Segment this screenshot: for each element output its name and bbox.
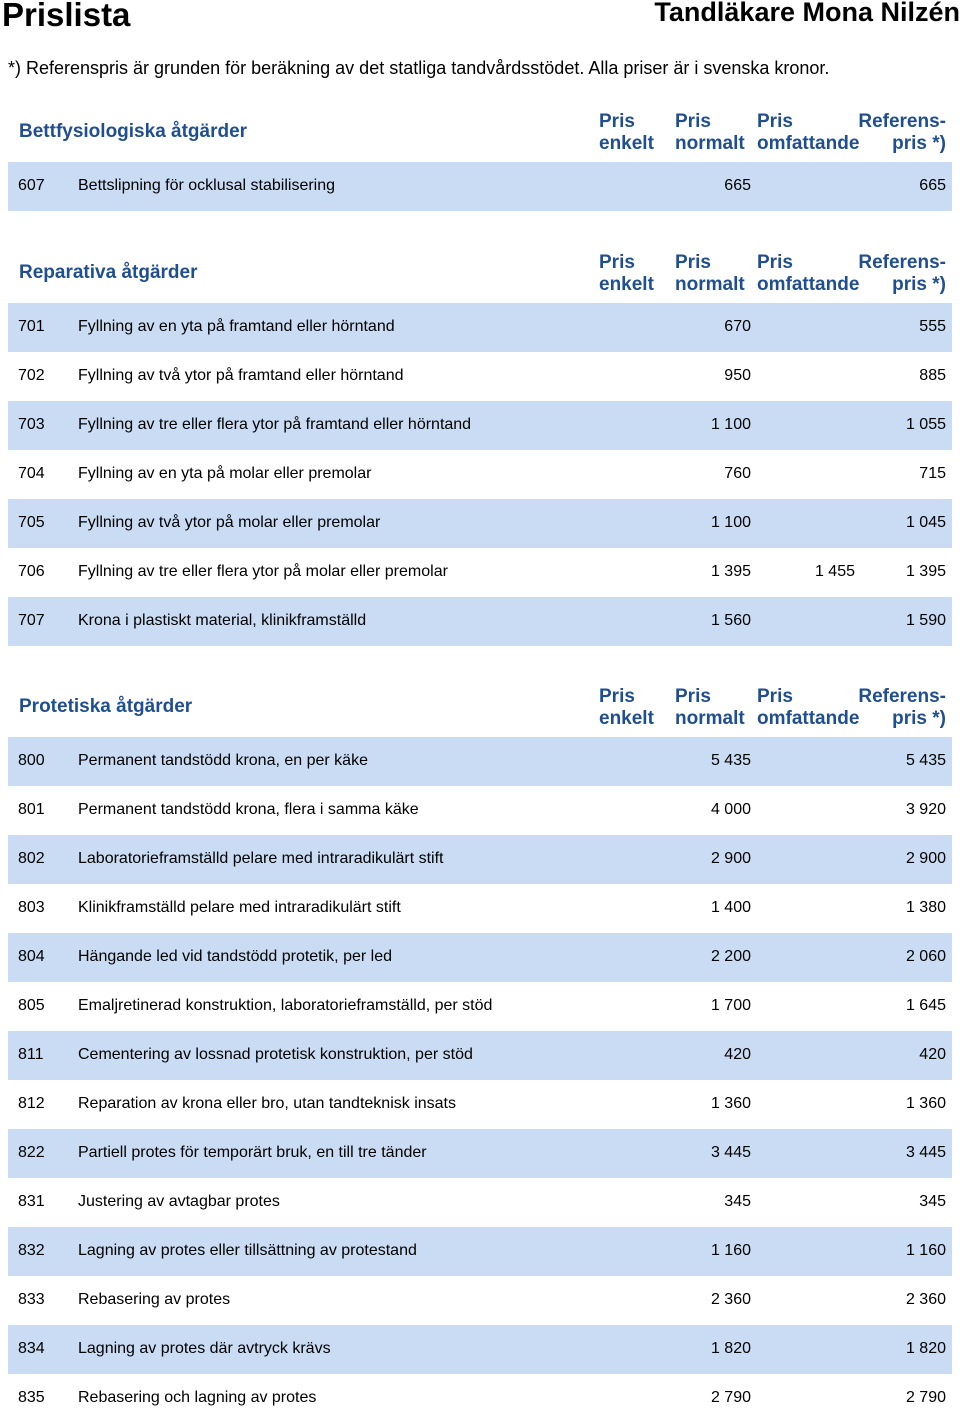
price-row: [8, 597, 952, 646]
col-header-line: pris *): [892, 708, 946, 729]
col-header-line: pris *): [892, 274, 946, 295]
reference-price: 885: [919, 367, 946, 384]
price-row: [8, 303, 952, 352]
price-normalt: 1 100: [710, 514, 751, 531]
section-title: Reparativa åtgärder: [19, 262, 198, 283]
treatment-description: Klinikframställd pelare med intraradikulärt stift: [78, 899, 401, 916]
col-header-pris-omfattande: [757, 686, 859, 730]
col-header-referenspris: [858, 252, 946, 296]
section-header: [8, 252, 952, 303]
page-header: [0, 0, 960, 40]
reference-price: 345: [919, 1193, 946, 1210]
price-normalt: 1 560: [710, 612, 751, 629]
col-header-line: Pris: [757, 252, 793, 273]
treatment-code: 831: [18, 1193, 45, 1210]
treatment-code: 811: [18, 1046, 44, 1063]
reference-price: 2 900: [905, 850, 946, 867]
col-header-pris-enkelt: [599, 686, 654, 730]
section-header: [8, 111, 952, 162]
reference-price: 2 790: [905, 1389, 946, 1406]
price-row: [8, 786, 952, 835]
col-header-line: enkelt: [599, 274, 654, 295]
treatment-description: Permanent tandstödd krona, flera i samma käke: [78, 801, 419, 818]
col-header-pris-omfattande: [757, 111, 859, 155]
col-header-line: Pris: [599, 111, 635, 132]
price-row: [8, 499, 952, 548]
reference-price: 665: [919, 177, 946, 194]
treatment-description: Fyllning av en yta på framtand eller hörntand: [78, 318, 395, 335]
treatment-description: Rebasering av protes: [78, 1291, 231, 1308]
col-header-line: omfattande: [757, 708, 860, 729]
price-row: [8, 1325, 952, 1374]
price-omfattande: 1 455: [814, 563, 855, 580]
price-row: [8, 933, 952, 982]
treatment-code: 706: [18, 563, 45, 580]
col-header-pris-omfattande: [757, 252, 859, 296]
price-normalt: 2 360: [710, 1291, 751, 1308]
price-normalt: 5 435: [710, 752, 751, 769]
treatment-code: 802: [18, 850, 45, 867]
treatment-description: Fyllning av två ytor på framtand eller hörntand: [78, 367, 404, 384]
treatment-code: 801: [18, 801, 45, 818]
price-normalt: 420: [724, 1046, 751, 1063]
reference-price: 1 590: [905, 612, 946, 629]
treatment-code: 834: [18, 1340, 45, 1357]
col-header-line: omfattande: [757, 274, 860, 295]
treatment-code: 832: [18, 1242, 45, 1259]
price-row: [8, 1031, 952, 1080]
price-row: [8, 1129, 952, 1178]
reference-price: 1 395: [905, 563, 946, 580]
price-section: [8, 252, 952, 646]
price-normalt: 1 820: [710, 1340, 751, 1357]
treatment-code: 704: [18, 465, 45, 482]
treatment-code: 835: [18, 1389, 45, 1406]
reference-price: 1 380: [905, 899, 946, 916]
treatment-description: Laboratorieframställd pelare med intraradikulärt stift: [78, 850, 444, 867]
price-normalt: 2 790: [710, 1389, 751, 1406]
treatment-code: 607: [18, 177, 45, 194]
price-normalt: 950: [724, 367, 751, 384]
treatment-description: Fyllning av två ytor på molar eller premolar: [78, 514, 381, 531]
col-header-pris-normalt: [675, 252, 745, 296]
treatment-code: 707: [18, 612, 45, 629]
price-normalt: 3 445: [710, 1144, 751, 1161]
reference-price: 3 445: [905, 1144, 946, 1161]
treatment-description: Reparation av krona eller bro, utan tandteknisk insats: [78, 1095, 456, 1112]
col-header-line: enkelt: [599, 133, 654, 154]
col-header-line: enkelt: [599, 708, 654, 729]
reference-price: 2 060: [905, 948, 946, 965]
reference-price: 5 435: [905, 752, 946, 769]
treatment-code: 705: [18, 514, 45, 531]
price-row: [8, 1276, 952, 1325]
treatment-description: Rebasering och lagning av protes: [78, 1389, 317, 1406]
reference-price: 1 055: [905, 416, 946, 433]
price-row: [8, 982, 952, 1031]
price-row: [8, 352, 952, 401]
reference-price: 1 820: [905, 1340, 946, 1357]
price-normalt: 1 100: [710, 416, 751, 433]
price-normalt: 1 700: [710, 997, 751, 1014]
reference-price: 1 360: [905, 1095, 946, 1112]
treatment-description: Fyllning av en yta på molar eller premolar: [78, 465, 372, 482]
price-row: [8, 401, 952, 450]
treatment-code: 822: [18, 1144, 45, 1161]
col-header-pris-enkelt: [599, 111, 654, 155]
price-row: [8, 1080, 952, 1129]
section-title: Protetiska åtgärder: [19, 696, 193, 717]
price-normalt: 2 900: [710, 850, 751, 867]
col-header-line: Pris: [599, 252, 635, 273]
clinic-name: Tandläkare Mona Nilzén: [654, 0, 960, 27]
price-section: [8, 686, 952, 1412]
treatment-code: 812: [18, 1095, 45, 1112]
treatment-description: Permanent tandstödd krona, en per käke: [78, 752, 368, 769]
col-header-line: Pris: [675, 111, 711, 132]
price-normalt: 665: [724, 177, 751, 194]
price-row: [8, 548, 952, 597]
price-row: [8, 737, 952, 786]
price-row: [8, 450, 952, 499]
reference-price: 1 045: [905, 514, 946, 531]
treatment-code: 703: [18, 416, 45, 433]
col-header-referenspris: [858, 111, 946, 155]
treatment-description: Justering av avtagbar protes: [78, 1193, 280, 1210]
price-row: [8, 1178, 952, 1227]
reference-price: 1 645: [905, 997, 946, 1014]
price-row: [8, 1374, 952, 1412]
treatment-description: Emaljretinerad konstruktion, laboratorieframställd, per stöd: [78, 997, 493, 1014]
price-row: [8, 1227, 952, 1276]
reference-price: 555: [919, 318, 946, 335]
reference-price: 715: [919, 465, 946, 482]
page-title: Prislista: [2, 0, 131, 33]
col-header-pris-normalt: [675, 686, 745, 730]
price-normalt: 2 200: [710, 948, 751, 965]
price-normalt: 4 000: [710, 801, 751, 818]
col-header-pris-enkelt: [599, 252, 654, 296]
reference-price: 420: [919, 1046, 946, 1063]
treatment-code: 701: [18, 318, 45, 335]
reference-price-footnote: *) Referenspris är grunden för beräkning av det statliga tandvårdsstödet. Alla priser är i svenska kronor.: [8, 58, 830, 78]
col-header-line: normalt: [675, 708, 745, 729]
treatment-description: Lagning av protes där avtryck krävs: [78, 1340, 331, 1357]
price-normalt: 1 160: [710, 1242, 751, 1259]
treatment-code: 833: [18, 1291, 45, 1308]
treatment-description: Cementering av lossnad protetisk konstruktion, per stöd: [78, 1046, 473, 1063]
treatment-description: Fyllning av tre eller flera ytor på framtand eller hörntand: [78, 416, 472, 433]
col-header-line: Pris: [599, 686, 635, 707]
col-header-line: normalt: [675, 133, 745, 154]
col-header-line: omfattande: [757, 133, 860, 154]
treatment-code: 800: [18, 752, 45, 769]
col-header-referenspris: [858, 686, 946, 730]
treatment-description: Partiell protes för temporärt bruk, en till tre tänder: [78, 1144, 427, 1161]
treatment-description: Hängande led vid tandstödd protetik, per led: [78, 948, 392, 965]
treatment-description: Bettslipning för ocklusal stabilisering: [78, 177, 336, 194]
price-row: [8, 162, 952, 211]
reference-price: 3 920: [905, 801, 946, 818]
price-normalt: 760: [724, 465, 751, 482]
treatment-code: 803: [18, 899, 45, 916]
col-header-line: Pris: [675, 252, 711, 273]
price-normalt: 1 360: [710, 1095, 751, 1112]
treatment-description: Krona i plastiskt material, klinikframställd: [78, 612, 367, 629]
col-header-line: Pris: [757, 111, 793, 132]
col-header-line: Referens-: [858, 686, 946, 707]
section-title: Bettfysiologiska åtgärder: [19, 121, 248, 142]
col-header-line: Referens-: [858, 252, 946, 273]
price-section: [8, 111, 952, 211]
price-normalt: 1 395: [710, 563, 751, 580]
col-header-line: Pris: [757, 686, 793, 707]
treatment-code: 805: [18, 997, 45, 1014]
section-header: [8, 686, 952, 737]
col-header-line: pris *): [892, 133, 946, 154]
treatment-description: Lagning av protes eller tillsättning av protestand: [78, 1242, 417, 1259]
treatment-code: 702: [18, 367, 45, 384]
price-normalt: 345: [724, 1193, 751, 1210]
reference-price: 2 360: [905, 1291, 946, 1308]
col-header-line: Pris: [675, 686, 711, 707]
col-header-pris-normalt: [675, 111, 745, 155]
col-header-line: Referens-: [858, 111, 946, 132]
col-header-line: normalt: [675, 274, 745, 295]
reference-price: 1 160: [905, 1242, 946, 1259]
price-row: [8, 884, 952, 933]
price-normalt: 670: [724, 318, 751, 335]
price-normalt: 1 400: [710, 899, 751, 916]
treatment-code: 804: [18, 948, 45, 965]
price-row: [8, 835, 952, 884]
treatment-description: Fyllning av tre eller flera ytor på molar eller premolar: [78, 563, 448, 580]
